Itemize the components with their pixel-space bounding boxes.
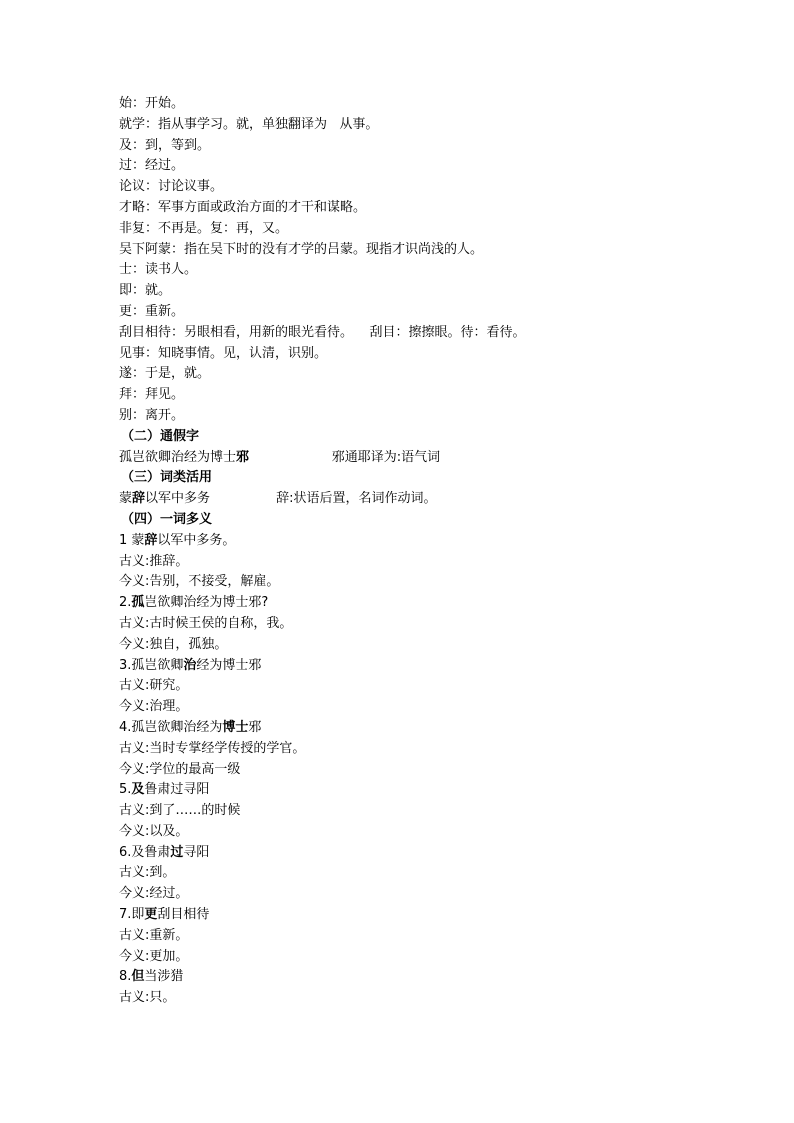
text-line: 士：读书人。 <box>119 262 198 278</box>
section-heading: （三）词类活用 <box>121 470 213 486</box>
text-line: 孤岂欲卿治经为博士邪 邪通耶译为:语气词 <box>119 449 441 465</box>
text-line: 古义:到了……的时候 <box>119 803 241 819</box>
text-line: 今义:学位的最高一级 <box>119 761 241 777</box>
text-line: 古义:只。 <box>119 990 176 1006</box>
text-line: 今义:独自，孤独。 <box>119 636 228 652</box>
text-line: 6.及鲁肃过寻阳 <box>119 844 210 860</box>
document-body <box>119 94 719 1009</box>
text-line: 古义:重新。 <box>119 927 189 943</box>
text-line: 古义:研究。 <box>119 678 189 694</box>
text-line: 今义:以及。 <box>119 823 189 839</box>
text-line: 刮目相待：另眼相看，用新的眼光看待。 刮目：擦擦眼。待：看待。 <box>119 324 526 340</box>
text-line: 别：离开。 <box>119 407 185 423</box>
text-line: 8.但当涉猎 <box>119 969 184 985</box>
text-line: 非复：不再是。复：再，又。 <box>119 220 289 236</box>
section-heading: （二）通假字 <box>121 428 200 444</box>
text-line: 吴下阿蒙：指在吴下时的没有才学的吕蒙。现指才识尚浅的人。 <box>119 241 484 257</box>
text-line: 始：开始。 <box>119 96 185 111</box>
text-line: 见事：知晓事情。见，认清，识别。 <box>119 345 328 361</box>
text-line: 7.即更刮目相待 <box>119 907 210 923</box>
text-line: 今义:更加。 <box>119 948 189 964</box>
text-line: 1 蒙辞以军中多务。 <box>119 532 236 548</box>
text-line: 今义:治理。 <box>119 699 189 715</box>
text-line: 古义:到。 <box>119 865 176 881</box>
text-line: 3.孤岂欲卿治经为博士邪 <box>119 657 262 673</box>
text-line: 古义:古时候王侯的自称，我。 <box>119 615 293 631</box>
text-line: 今义:经过。 <box>119 886 189 902</box>
text-line: 过：经过。 <box>119 158 185 174</box>
text-line: 古义:推辞。 <box>119 553 189 569</box>
section-heading: （四）一词多义 <box>121 511 213 527</box>
text-line: 古义:当时专掌经学传授的学官。 <box>119 740 306 756</box>
text-line: 就学：指从事学习。就，单独翻译为 从事。 <box>119 116 379 132</box>
text-line: 才略：军事方面或政治方面的才干和谋略。 <box>119 199 367 215</box>
text-line: 遂：于是，就。 <box>119 366 211 382</box>
text-line: 蒙辞以军中多务 辞:状语后置，名词作动词。 <box>119 491 437 507</box>
text-line: 4.孤岂欲卿治经为博士邪 <box>119 719 262 735</box>
text-line: 论议：讨论议事。 <box>119 179 224 195</box>
text-line: 拜：拜见。 <box>119 387 185 403</box>
text-line: 2.孤岂欲卿治经为博士邪? <box>119 595 269 611</box>
text-line: 今义:告别，不接受，解雇。 <box>119 574 280 590</box>
text-line: 及：到，等到。 <box>119 137 211 153</box>
text-line: 即：就。 <box>119 283 172 299</box>
text-line: 更：重新。 <box>119 303 185 319</box>
text-line: 5.及鲁肃过寻阳 <box>119 782 210 798</box>
